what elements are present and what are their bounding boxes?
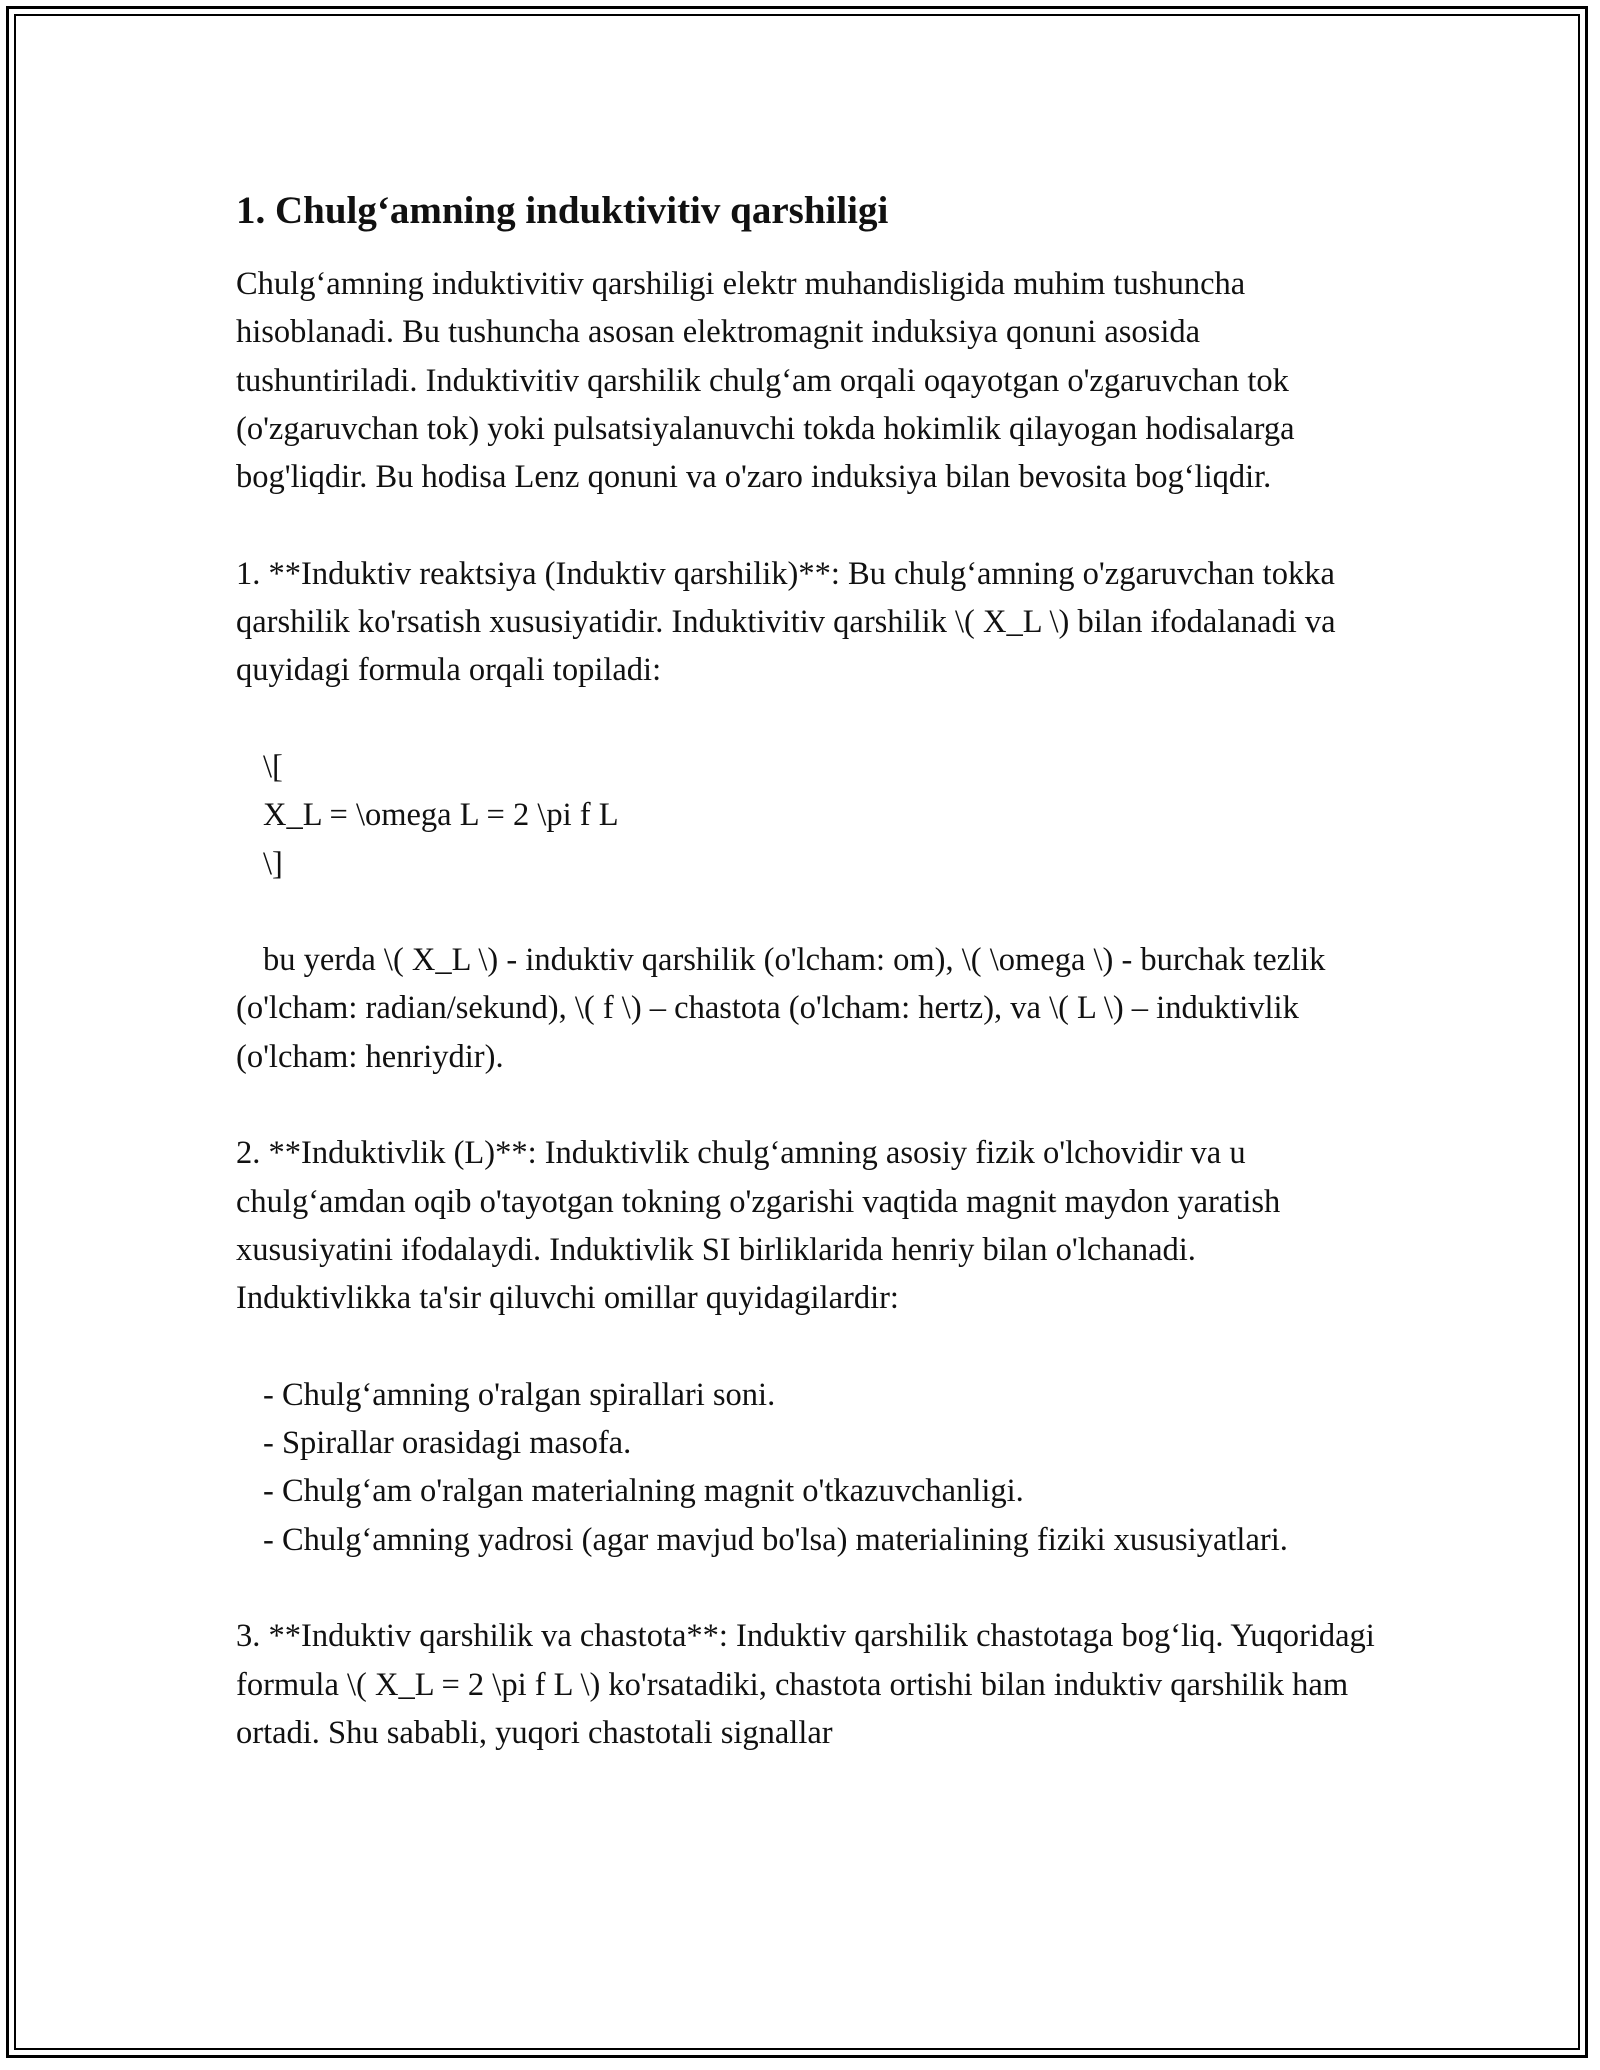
factor-list-item [236, 1419, 1376, 1467]
formula-open: \[ [263, 748, 283, 785]
formula-close: \] [263, 845, 283, 882]
factor-list-item [236, 1371, 1376, 1419]
factor-text: - Chulg‘amning o'ralgan spirallari soni. [263, 1376, 776, 1413]
paragraph-gap [236, 501, 1376, 549]
paragraph-gap [236, 1081, 1376, 1129]
factor-list-item [236, 1516, 1376, 1564]
paragraph-gap [236, 695, 1376, 743]
factor-text: - Chulg‘amning yadrosi (agar mavjud bo'lsa) materialining fiziki xususiyatlari. [263, 1521, 1288, 1558]
factor-text: - Chulg‘am o'ralgan materialning magnit o'tkazuvchanligi. [263, 1473, 1024, 1510]
section-heading: 1. Chulg‘amning induktivitiv qarshiligi [236, 189, 889, 232]
document-body [236, 186, 1383, 1757]
formula-body: X_L = \omega L = 2 \pi f L [263, 797, 619, 834]
paragraph-gap [236, 1564, 1376, 1612]
item-3-paragraph: 3. **Induktiv qarshilik va chastota**: Induktiv qarshilik chastotaga bog‘liq. Yuqoridagi formula \( X_L = 2 \pi f L \) ko'rsatadiki, chastota ortishi bilan induktiv qarshilik ham ortadi. Shu sababli, yuqori chastotali signallar [236, 1618, 1383, 1751]
factor-list-item [236, 1467, 1376, 1515]
intro-paragraph: Chulg‘amning induktivitiv qarshiligi elektr muhandisligida muhim tushuncha hisoblanadi. Bu tushuncha asosan elektromagnit induksiya qonuni asosida tushuntiriladi. Induktivitiv qarshilik chulg‘am orqali oqayotgan o'zgaruvchan tok (o'zgaruvchan tok) yoki pulsatsiyalanuvchi tokda hokimlik qilayogan hodisalarga bog'liqdir. Bu hodisa Lenz qonuni va o'zaro induksiya bilan bevosita bog‘liqdir. [236, 266, 1303, 496]
paragraph-gap [236, 1323, 1376, 1371]
factor-text: - Spirallar orasidagi masofa. [263, 1425, 632, 1462]
item-1-paragraph: 1. **Induktiv reaktsiya (Induktiv qarshilik)**: Bu chulg‘amning o'zgaruvchan tokka qarshilik ko'rsatish xususiyatidir. Induktivitiv qarshilik \( X_L \) bilan ifodalanadi va quyidagi formula orqali topiladi: [236, 555, 1344, 689]
item-1-where-text: bu yerda \( X_L \) - induktiv qarshilik (o'lcham: om), \( \omega \) - burchak tezlik (o'lcham: radian/sekund), \( f \) – chastota (o'lcham: hertz), va \( L \) – induktivlik (o'lcham: henriydir). [236, 942, 1334, 1075]
item-1-where-paragraph [236, 936, 1376, 1081]
item-2-paragraph: 2. **Induktivlik (L)**: Induktivlik chulg‘amning asosiy fizik o'lchovidir va u chulg‘amdan oqib o'tayotgan tokning o'zgarishi vaqtida magnit maydon yaratish xususiyatini ifodalaydi. Induktivlik SI birliklarida henriy bilan o'lchanadi. Induktivlikka ta'sir qiluvchi omillar quyidagilardir: [236, 1135, 1289, 1317]
paragraph-gap [236, 888, 1376, 936]
